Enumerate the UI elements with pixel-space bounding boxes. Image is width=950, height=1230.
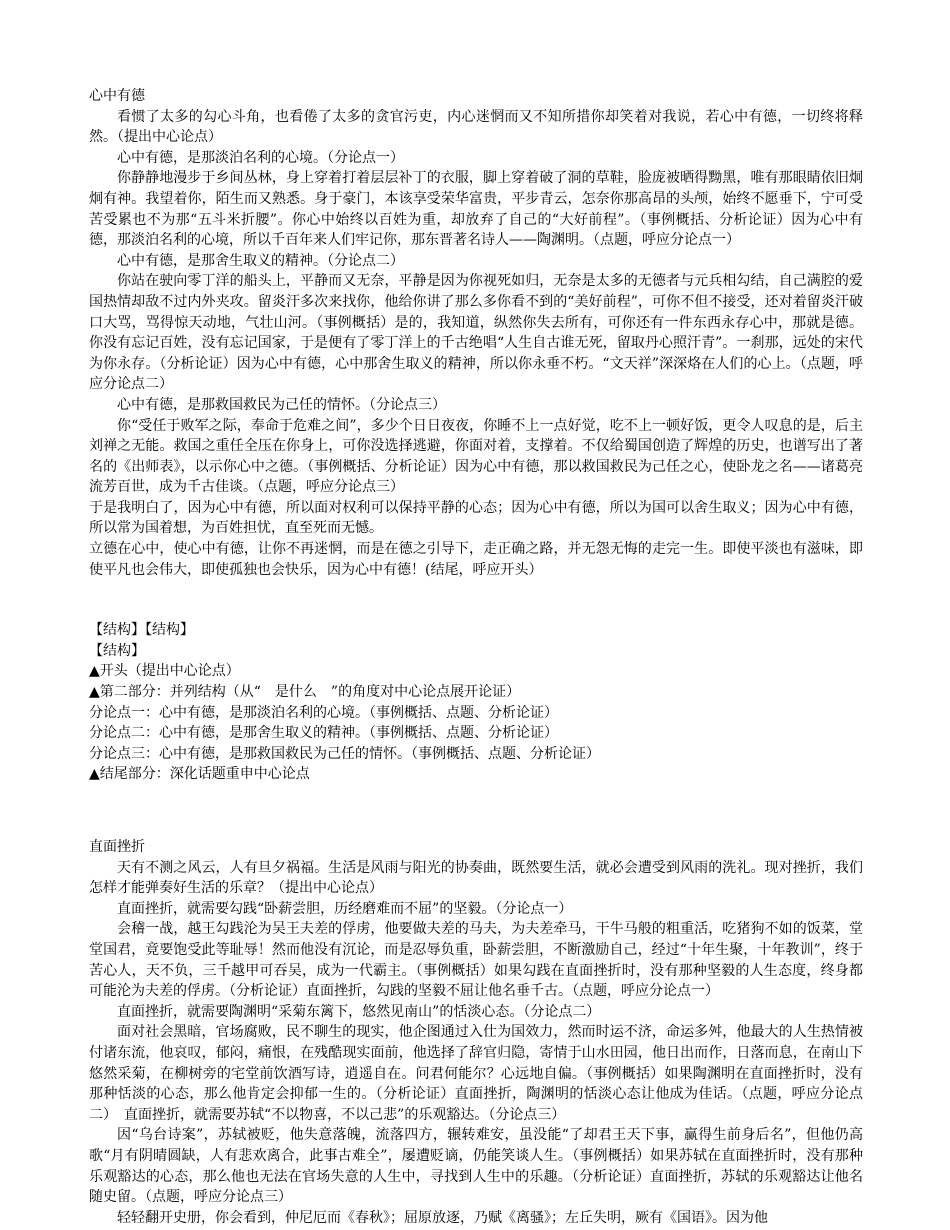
- essay-1-paragraph: 你站在驶向零丁洋的船头上，平静而又无奈，平静是因为你视死如归，无奈是太多的无德者与元兵相勾结，自己满腔的爱国热情却敌不过内外夹攻。留炎汗多次来找你，他给你讲了那么多你看不到的“美好前程”，可你不但不接受，还对着留炎汗破口大骂，骂得惊天动地，气壮山河。（事例概括）是的，我知道，纵然你失去所有，可你还有一件东西永存心中，那就是德。你没有忘记百姓，没有忘记国家，于是便有了零丁洋上的千古绝唱“人生自古谁无死，留取丹心照汗青”。一刹那，远处的宋代为你永存。（分析论证）因为心中有德，心中那舍生取义的精神，所以你永垂不朽。“文天祥”深深烙在人们的心上。（点题，呼应分论点二）: [89, 273, 863, 393]
- essay-2-title: 直面挫折: [89, 839, 145, 855]
- essay-2-paragraph: 面对社会黑暗，官场腐败，民不聊生的现实，他企图通过入仕为国效力，然而时运不济，命运多舛，他最大的人生热情被付诸东流，他哀叹，郁闷，痛恨，在残酷现实面前，他选择了辞官归隐，寄情于山水田园，他日出而作，日落而息，在南山下悠然采菊，在柳树旁的宅堂前饮酒写诗，逍遥自在。问君何能尔？心远地自偏。（事例概括）如果陶渊明在直面挫折时，没有那种恬淡的心态，那么他肯定会抑郁一生的。（分析论证）直面挫折，陶渊明的恬淡心态让他成为佳话。（点题，呼应分论点二） 直面挫折，就需要苏轼“不以物喜，不以己悲”的乐观豁达。（分论点三）: [89, 1024, 863, 1123]
- structure-heading: 【结构】: [89, 642, 145, 659]
- essay-1-paragraph: 心中有德，是那淡泊名利的心境。（分论点一）: [117, 149, 404, 166]
- essay-2-paragraph: 因“乌台诗案”，苏轼被贬，他失意落魄，流落四方，辗转难安，虽没能“了却君王天下事，赢得生前身后名”，但他仍高歌“月有阴晴圆缺，人有悲欢离合，此事古难全”，屡遭贬谪，仍能笑谈人生。（事例概括）如果苏轼在直面挫折时，没有那种乐观豁达的心态，那么他也无法在官场失意的人生中，寻找到人生中的乐趣。（分析论证）直面挫折，苏轼的乐观豁达让他名随史留。（点题，呼应分论点三）: [89, 1127, 863, 1206]
- essay-1-paragraph: 看惯了太多的勾心斗角，也看倦了太多的贪官污吏，内心迷惘而又不知所措你却笑着对我说，若心中有德，一切终将释然。（提出中心论点）: [89, 108, 863, 146]
- essay-1: [89, 86, 863, 580]
- essay-2-paragraph: 轻轻翻开史册，你会看到，仲尼厄而《春秋》；屈原放逐，乃赋《离骚》；左丘失明，厥有《国语》。因为他: [117, 1209, 768, 1226]
- essay-2-paragraph: 直面挫折，就需要勾践“卧薪尝胆，历经磨难而不屈”的坚毅。（分论点一）: [117, 900, 573, 917]
- document-page: [89, 86, 863, 1228]
- structure-line: 分论点二：心中有德，是那舍生取义的精神。（事例概括、点题、分析论证）: [89, 725, 558, 742]
- structure-outline: [89, 620, 863, 785]
- essay-1-paragraph: 你静静地漫步于乡间丛林，身上穿着打着层层补丁的衣服，脚上穿着破了洞的草鞋，脸庞被晒得黝黑，唯有那眼睛依旧炯炯有神。我望着你，陌生而又熟悉。身于豪门，本该享受荣华富贵，平步青云，怎奈你那高昂的头颅，始终不愿垂下，宁可受苦受累也不为那“五斗米折腰”。你心中始终以百姓为重，却放弃了自己的“大好前程”。（事例概括、分析论证）因为心中有德，那淡泊名利的心境，所以千百年来人们牢记你，那东晋著名诗人——陶渊明。（点题，呼应分论点一）: [89, 170, 863, 249]
- essay-2-paragraph: 会稽一战，越王勾践沦为吴王夫差的俘虏，他要做夫差的马夫，为夫差牵马，干牛马般的粗重活，吃猪狗不如的饭菜，堂堂国君，竟要饱受此等耻辱！然而他没有沉论，而是忍辱负重，卧薪尝胆，不断激励自己，经过“十年生聚，十年教训”，终于苦心人，天不负，三千越甲可吞吴，成为一代霸主。（事例概括）如果勾践在直面挫折时，没有那种坚毅的人生态度，终身都可能沦为夫差的俘虏。（分析论证）直面挫折，勾践的坚毅不屈让他名垂千古。（点题，呼应分论点一）: [89, 921, 863, 1000]
- spacer: [89, 580, 863, 620]
- essay-2: [89, 837, 863, 1228]
- essay-2-paragraph: 直面挫折，就需要陶渊明“采菊东篱下，悠然见南山”的恬淡心态。（分论点二）: [117, 1003, 601, 1020]
- essay-1-conclusion: 立德在心中，使心中有德，让你不再迷惘，而是在德之引导下，走正确之路，并无怨无悔的走完一生。即使平淡也有滋味，即使平凡也会伟大，即使孤独也会快乐，因为心中有德！(结尾，呼应开头）: [89, 541, 863, 578]
- essay-1-paragraph: 你“受任于败军之际，奉命于危难之间”，多少个日日夜夜，你睡不上一点好觉，吃不上一顿好饭，更令人叹息的是，后主刘禅之无能。救国之重任全压在你身上，可你没选择逃避，你面对着，支撑着。不仅给蜀国创造了辉煌的历史，也谱写出了著名的《出师表》，以示你心中之德。（事例概括、分析论证）因为心中有德，那以救国救民为己任之心，使卧龙之名——诸葛亮流芳百世，成为千古佳谈。（点题，呼应分论点三）: [89, 417, 863, 496]
- structure-line: ▲结尾部分：深化话题重申中心论点: [89, 766, 310, 783]
- structure-line: ▲开头（提出中心论点）: [89, 663, 240, 680]
- spacer: [89, 785, 863, 837]
- essay-1-title: 心中有德: [89, 88, 145, 104]
- essay-1-paragraph: 心中有德，是那救国救民为己任的情怀。（分论点三）: [117, 396, 446, 413]
- structure-line: 分论点三：心中有德，是那救国救民为己任的情怀。（事例概括、点题、分析论证）: [89, 745, 600, 762]
- essay-1-conclusion: 于是我明白了，因为心中有德，所以面对权利可以保持平静的心态；因为心中有德，所以为国可以舍生取义；因为心中有德，所以常为国着想，为百姓担忧，直至死而无憾。: [89, 499, 863, 537]
- structure-heading: 【结构】【结构】: [89, 622, 194, 639]
- structure-line: ▲第二部分：并列结构（从“ 是什么 ”的角度对中心论点展开论证）: [89, 684, 521, 701]
- essay-1-paragraph: 心中有德，是那舍生取义的精神。（分论点二）: [117, 252, 404, 269]
- structure-line: 分论点一：心中有德，是那淡泊名利的心境。（事例概括、点题、分析论证）: [89, 704, 558, 721]
- essay-2-paragraph: 天有不测之风云，人有旦夕祸福。生活是风雨与阳光的协奏曲，既然要生活，就必会遭受到风雨的洗礼。现对挫折，我们怎样才能弹奏好生活的乐章？（提出中心论点）: [89, 859, 863, 897]
